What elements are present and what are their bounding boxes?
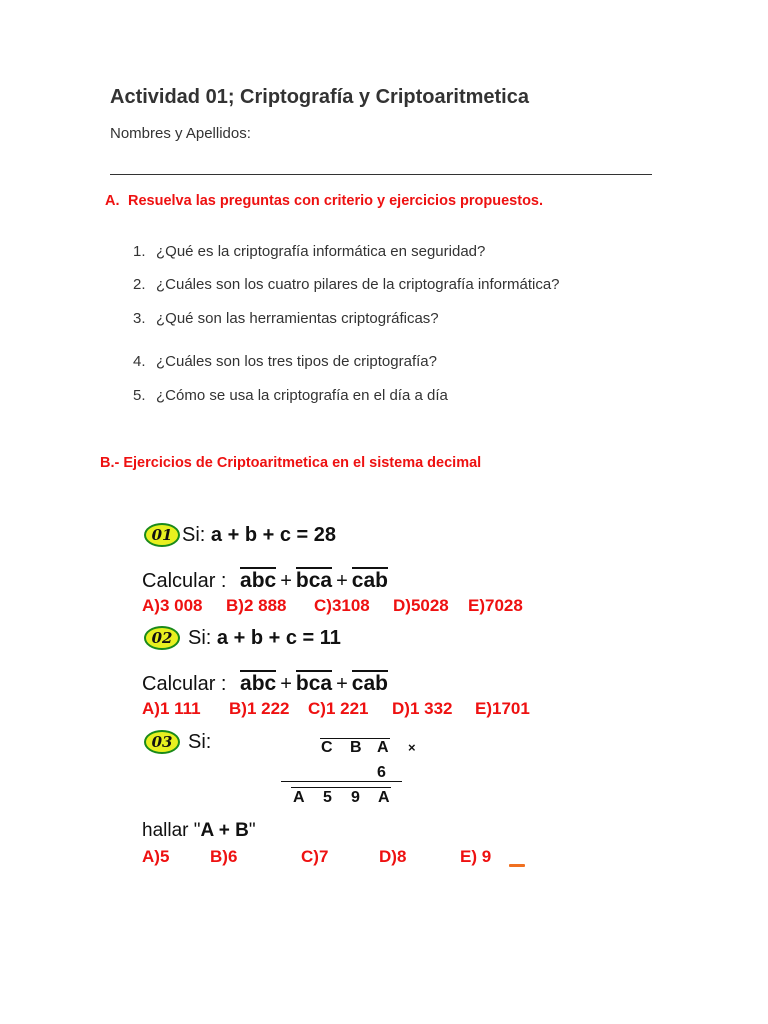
exercise-01-condition [182, 524, 336, 547]
si-label: Si: [182, 524, 206, 546]
question-text: ¿Cuáles son los cuatro pilares de la criptografía informática? [156, 276, 560, 293]
multiplicand-b: B [350, 739, 362, 756]
term-bca: bca [295, 672, 333, 695]
question-number: 4. [133, 353, 146, 370]
question-item [133, 276, 560, 293]
exercise-01-badge: 01 [144, 523, 180, 547]
question-number: 3. [133, 310, 146, 327]
condition-text: a + b + c = 11 [216, 627, 341, 649]
multiplicand-c: C [321, 739, 333, 756]
plus-sign: + [336, 673, 348, 695]
option-c: C)1 221 [308, 699, 369, 718]
names-underline [110, 174, 652, 175]
product-line [281, 781, 402, 782]
result-overline [291, 787, 391, 788]
question-text: ¿Cuáles son los tres tipos de criptografía? [156, 353, 437, 370]
section-a-text: Resuelva las preguntas con criterio y ejercicios propuestos. [128, 193, 544, 209]
option-d: D)8 [379, 847, 407, 866]
option-b: B)1 222 [229, 699, 290, 718]
option-a: A)5 [142, 847, 170, 866]
condition-text: a + b + c = 28 [210, 524, 336, 546]
option-e: E)1701 [475, 699, 530, 718]
question-item [133, 310, 439, 327]
option-e: E) 9 [460, 847, 492, 866]
question-item [133, 243, 485, 260]
question-number: 2. [133, 276, 146, 293]
hallar-prefix: hallar " [142, 820, 201, 841]
option-e: E)7028 [468, 596, 523, 615]
hallar-suffix: " [248, 820, 256, 841]
section-b-heading: B.- Ejercicios de Criptoaritmetica en el sistema decimal [100, 455, 482, 471]
question-number: 5. [133, 387, 146, 404]
question-text: ¿Cómo se usa la criptografía en el día a día [156, 387, 448, 404]
term-bca: bca [295, 569, 333, 592]
times-sign: × [408, 740, 416, 755]
question-item [133, 353, 437, 370]
result-9: 9 [351, 789, 360, 806]
calc-label: Calcular : [142, 570, 227, 592]
calc-label: Calcular : [142, 673, 227, 695]
section-a-heading [105, 193, 543, 209]
term-cab: cab [351, 672, 388, 695]
result-a2: A [378, 789, 390, 806]
exercise-02-calc [142, 670, 388, 696]
exercise-02-options [142, 699, 542, 719]
exercise-01-options [142, 596, 542, 616]
multiplicand-a: A [377, 739, 389, 756]
question-number: 1. [133, 243, 146, 260]
question-text: ¿Qué son las herramientas criptográficas? [156, 310, 439, 327]
exercise-02-condition [188, 627, 341, 650]
option-d: D)5028 [393, 596, 449, 615]
term-cab: cab [351, 569, 388, 592]
option-b: B)2 888 [226, 596, 287, 615]
page-title: Actividad 01; Criptografía y Criptoaritmetica [110, 86, 529, 108]
result-a: A [293, 789, 305, 806]
question-item [133, 387, 448, 404]
exercise-03-si: Si: [188, 731, 212, 753]
exercise-03-badge: 03 [144, 730, 180, 754]
exercise-02-badge: 02 [144, 626, 180, 650]
option-a: A)1 111 [142, 699, 201, 718]
si-label: Si: [188, 627, 212, 649]
option-d: D)1 332 [392, 699, 453, 718]
hallar-text [142, 820, 256, 842]
option-c: C)7 [301, 847, 329, 866]
section-a-letter: A. [105, 193, 120, 209]
orange-mark [509, 864, 525, 867]
multiplier: 6 [377, 764, 386, 781]
names-label: Nombres y Apellidos: [110, 125, 251, 142]
plus-sign: + [280, 570, 292, 592]
term-abc: abc [240, 569, 277, 592]
exercise-01-calc [142, 567, 388, 593]
hallar-expression: A + B [200, 820, 249, 841]
plus-sign: + [280, 673, 292, 695]
option-a: A)3 008 [142, 596, 203, 615]
plus-sign: + [336, 570, 348, 592]
question-text: ¿Qué es la criptografía informática en seguridad? [156, 243, 486, 260]
overline [320, 738, 390, 739]
result-5: 5 [323, 789, 332, 806]
term-abc: abc [240, 672, 277, 695]
option-c: C)3108 [314, 596, 370, 615]
exercise-03-options [142, 847, 542, 867]
option-b: B)6 [210, 847, 238, 866]
